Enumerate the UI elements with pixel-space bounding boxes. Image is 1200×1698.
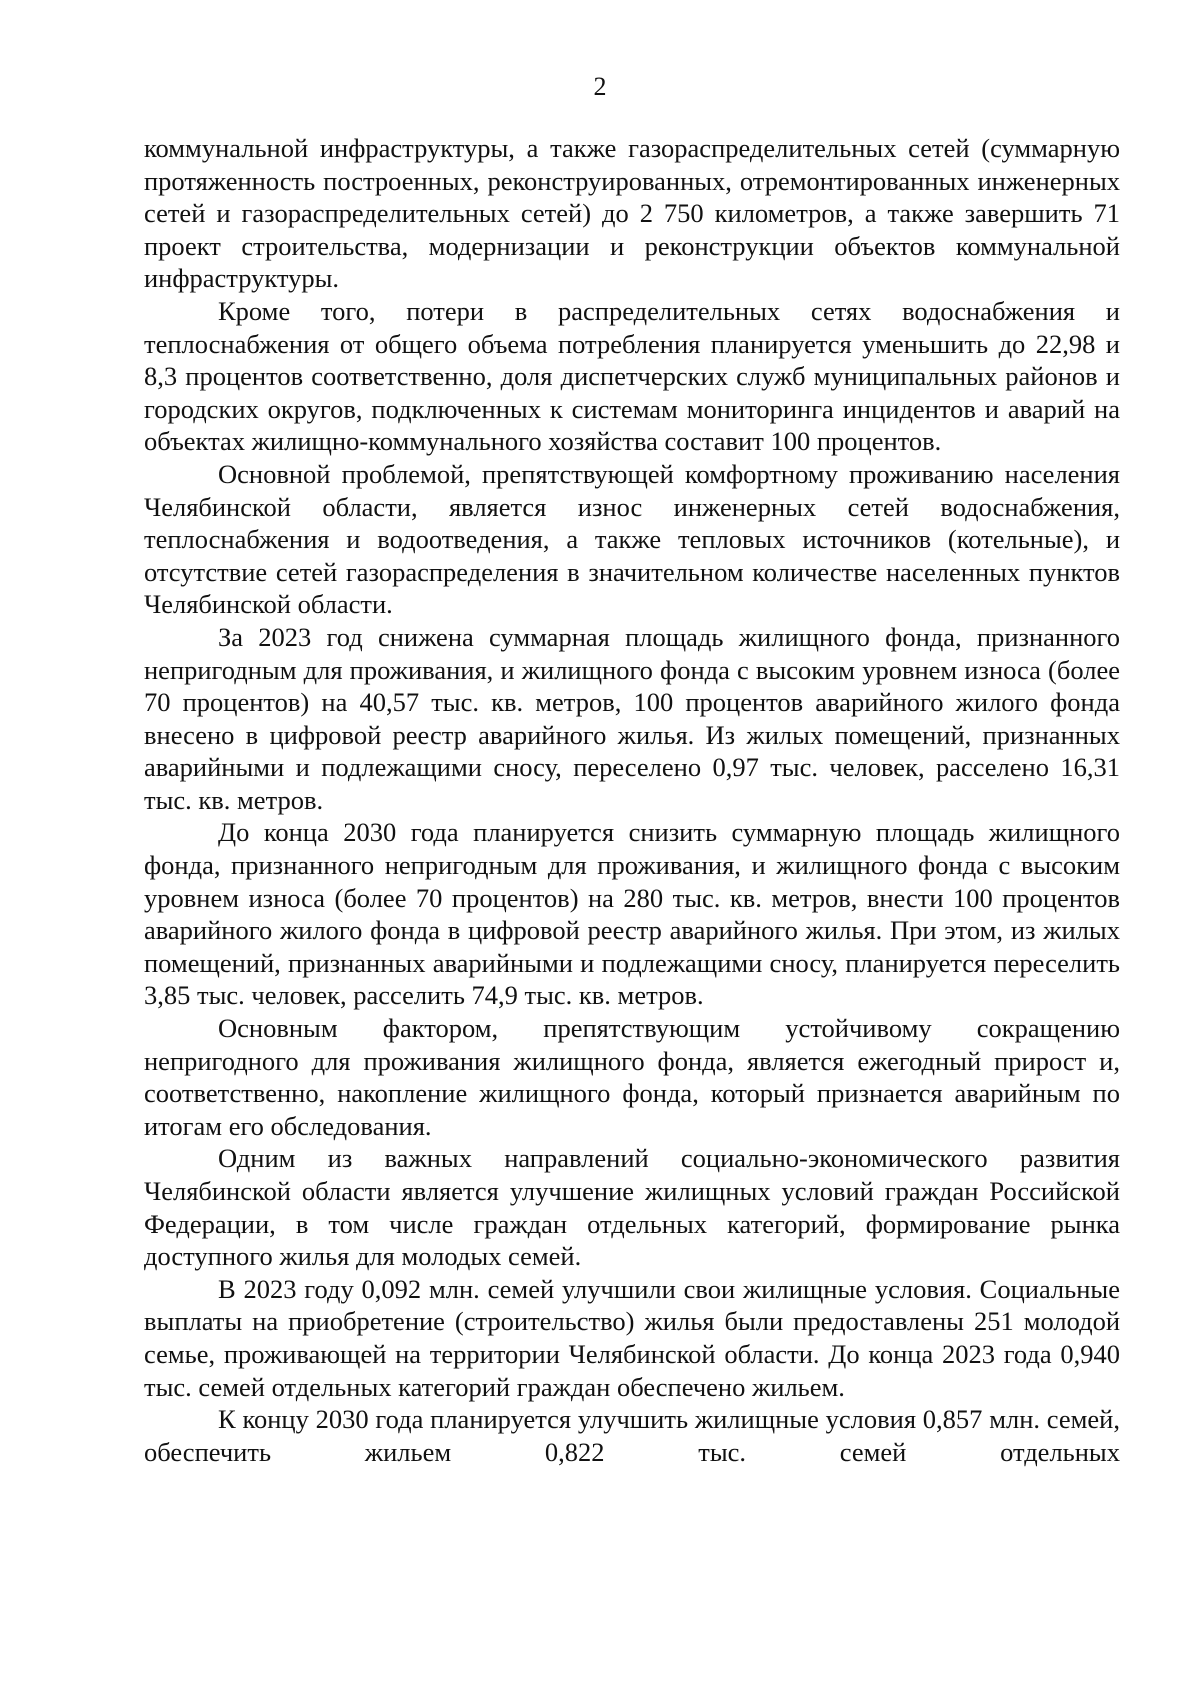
paragraph-2: Кроме того, потери в распределительных сетях водоснабжения и теплоснабжения от общего объема потребления планируется уменьшить до 22,98 и 8,3 процентов соответственно, доля диспетчерских служб муниципальных районов и городских округов, подключенных к системам мониторинга инцидентов и аварий на объектах жилищно-коммунального хозяйства составит 100 процентов. — [144, 295, 1120, 457]
paragraph-7: Одним из важных направлений социально-экономического развития Челябинской области является улучшение жилищных условий граждан Российской Федерации, в том числе граждан отдельных категорий, формирование рынка доступного жилья для молодых семей. — [144, 1143, 1120, 1272]
paragraph-5: До конца 2030 года планируется снизить суммарную площадь жилищного фонда, признанного непригодным для проживания, и жилищного фонда с высоким уровнем износа (более 70 процентов) на 280 тыс. кв. метров, внести 100 процентов аварийного жилого фонда в цифровой реестр аварийного жилья. При этом, из жилых помещений, признанных аварийными и подлежащими сносу, планируется переселить 3,85 тыс. человек, расселить 74,9 тыс. кв. метров. — [144, 817, 1120, 1011]
paragraph-4: За 2023 год снижена суммарная площадь жилищного фонда, признанного непригодным для проживания, и жилищного фонда с высоким уровнем износа (более 70 процентов) на 40,57 тыс. кв. метров, 100 процентов аварийного жилого фонда внесено в цифровой реестр аварийного жилья. Из жилых помещений, признанных аварийными и подлежащими сносу, переселено 0,97 тыс. человек, расселено 16,31 тыс. кв. метров. — [144, 621, 1120, 815]
paragraph-9: К концу 2030 года планируется улучшить жилищные условия 0,857 млн. семей, обеспечить жильем 0,822 тыс. семей отдельных — [144, 1404, 1120, 1467]
paragraph-6: Основным фактором, препятствующим устойчивому сокращению непригодного для проживания жилищного фонда, является ежегодный прирост и, соответственно, накопление жилищного фонда, который признается аварийным по итогам его обследования. — [144, 1013, 1120, 1141]
page-number: 2 — [593, 72, 607, 101]
paragraph-3: Основной проблемой, препятствующей комфортному проживанию населения Челябинской области, является износ инженерных сетей водоснабжения, теплоснабжения и водоотведения, а также тепловых источников (котельные), и отсутствие сетей газораспределения в значительном количестве населенных пунктов Челябинской области. — [144, 458, 1120, 620]
paragraph-1: коммунальной инфраструктуры, а также газораспределительных сетей (суммарную протяженность построенных, реконструированных, отремонтированных инженерных сетей и газораспределительных сетей) до 2 750 километров, а также завершить 71 проект строительства, модернизации и реконструкции объектов коммунальной инфраструктуры. — [144, 133, 1120, 294]
paragraph-8: В 2023 году 0,092 млн. семей улучшили свои жилищные условия. Социальные выплаты на приобретение (строительство) жилья были предоставлены 251 молодой семье, проживающей на территории Челябинской области. До конца 2023 года 0,940 тыс. семей отдельных категорий граждан обеспечено жильем. — [144, 1273, 1120, 1402]
document-body — [144, 132, 1120, 1468]
